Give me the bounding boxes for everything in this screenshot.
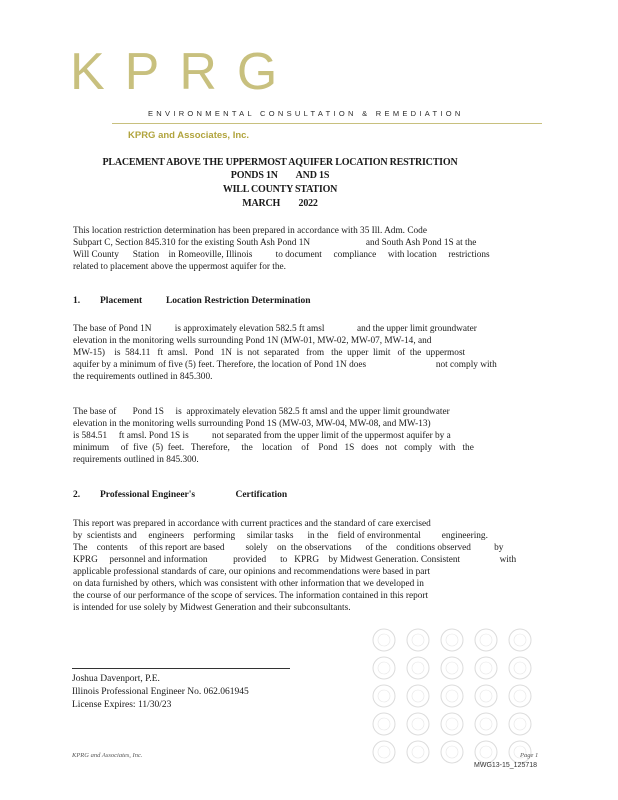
section1-para2-line: elevation in the monitoring wells surrounding Pond 1S (MW-03, MW-04, MW-08, and MW-13) — [73, 419, 431, 429]
intro-line: Subpart C, Section 845.310 for the existing South Ash Pond 1N and South Ash Pond 1S at the — [73, 238, 477, 248]
engineer-name: Joshua Davenport, P.E. — [72, 674, 160, 684]
section2-para-line: on data furnished by others, which was consistent with other information that we developed in — [73, 579, 424, 589]
section1-para1-line: elevation in the monitoring wells surrounding Pond 1N (MW-01, MW-02, MW-07, MW-14, and — [73, 336, 432, 346]
license-expiration: License Expires: 11/30/23 — [72, 700, 172, 710]
report-title-line3: WILL COUNTY STATION — [222, 184, 338, 195]
footer-company: KPRG and Associates, Inc. — [72, 752, 143, 759]
section1-para2-line: is 584.51 ft amsl. Pond 1S is not separated from the upper limit of the uppermost aquifer by a — [73, 431, 451, 441]
section2-para-line: The contents of this report are based solely on the observations of the conditions observed by — [73, 543, 504, 553]
intro-line: This location restriction determination has been prepared in accordance with 35 Ill. Adm. Code — [73, 226, 427, 236]
letterhead-divider — [112, 123, 542, 124]
report-title-line2: PONDS 1N AND 1S — [230, 170, 330, 181]
section1-para1-line: aquifer by a minimum of five (5) feet. Therefore, the location of Pond 1N does not comply with — [73, 360, 497, 370]
section1-number: 1. — [73, 296, 81, 306]
report-title-line1: PLACEMENT ABOVE THE UPPERMOST AQUIFER LOCATION RESTRICTION — [102, 157, 458, 168]
firm-name: KPRG and Associates, Inc. — [128, 130, 250, 141]
engineer-license-number: Illinois Professional Engineer No. 062.061945 — [72, 687, 249, 697]
section1-para2-line: minimum of five (5) feet. Therefore, the location of Pond 1S does not comply with the — [73, 443, 474, 453]
signature-line — [72, 668, 290, 669]
section2-para-line: the course of our performance of the scope of services. The information contained in this report — [73, 591, 429, 601]
section2-title: Professional Engineer's Certification — [100, 490, 288, 500]
section2-para-line: applicable professional standards of care, our opinions and recommendations were based in part — [73, 567, 431, 577]
section1-title: Placement Location Restriction Determination — [100, 296, 311, 306]
report-date: MARCH 2022 — [242, 198, 318, 209]
section2-number: 2. — [73, 490, 81, 500]
intro-line: Will County Station in Romeoville, Illinois to document compliance with location restrictions — [73, 250, 490, 260]
section1-para1-line: the requirements outlined in 845.300. — [73, 372, 213, 382]
engineer-seal-watermark — [362, 628, 542, 768]
intro-line: related to placement above the uppermost aquifer for the. — [73, 262, 286, 272]
company-logo: KPRG — [70, 43, 298, 101]
section2-para-line: KPRG personnel and information provided to KPRG by Midwest Generation. Consistent with — [73, 555, 517, 565]
section2-para-line: by scientists and engineers performing similar tasks in the field of environmental engineering. — [73, 531, 488, 541]
section1-para2-line: The base of Pond 1S is approximately elevation 582.5 ft amsl and the upper limit groundwater — [73, 407, 450, 417]
section1-para2-line: requirements outlined in 845.300. — [73, 455, 199, 465]
section2-para-line: is intended for use solely by Midwest Generation and their subconsultants. — [73, 603, 351, 613]
section2-para-line: This report was prepared in accordance with current practices and the standard of care exercised — [73, 519, 431, 529]
document-id: MWG13-15_125718 — [474, 762, 538, 769]
section1-para1-line: The base of Pond 1N is approximately elevation 582.5 ft amsl and the upper limit groundwater — [73, 324, 477, 334]
section1-para1-line: MW-15) is 584.11 ft amsl. Pond 1N is not separated from the upper limit of the uppermost — [73, 348, 466, 358]
page-number: Page 1 — [520, 752, 539, 759]
company-tagline: ENVIRONMENTAL CONSULTATION & REMEDIATION — [148, 109, 464, 118]
